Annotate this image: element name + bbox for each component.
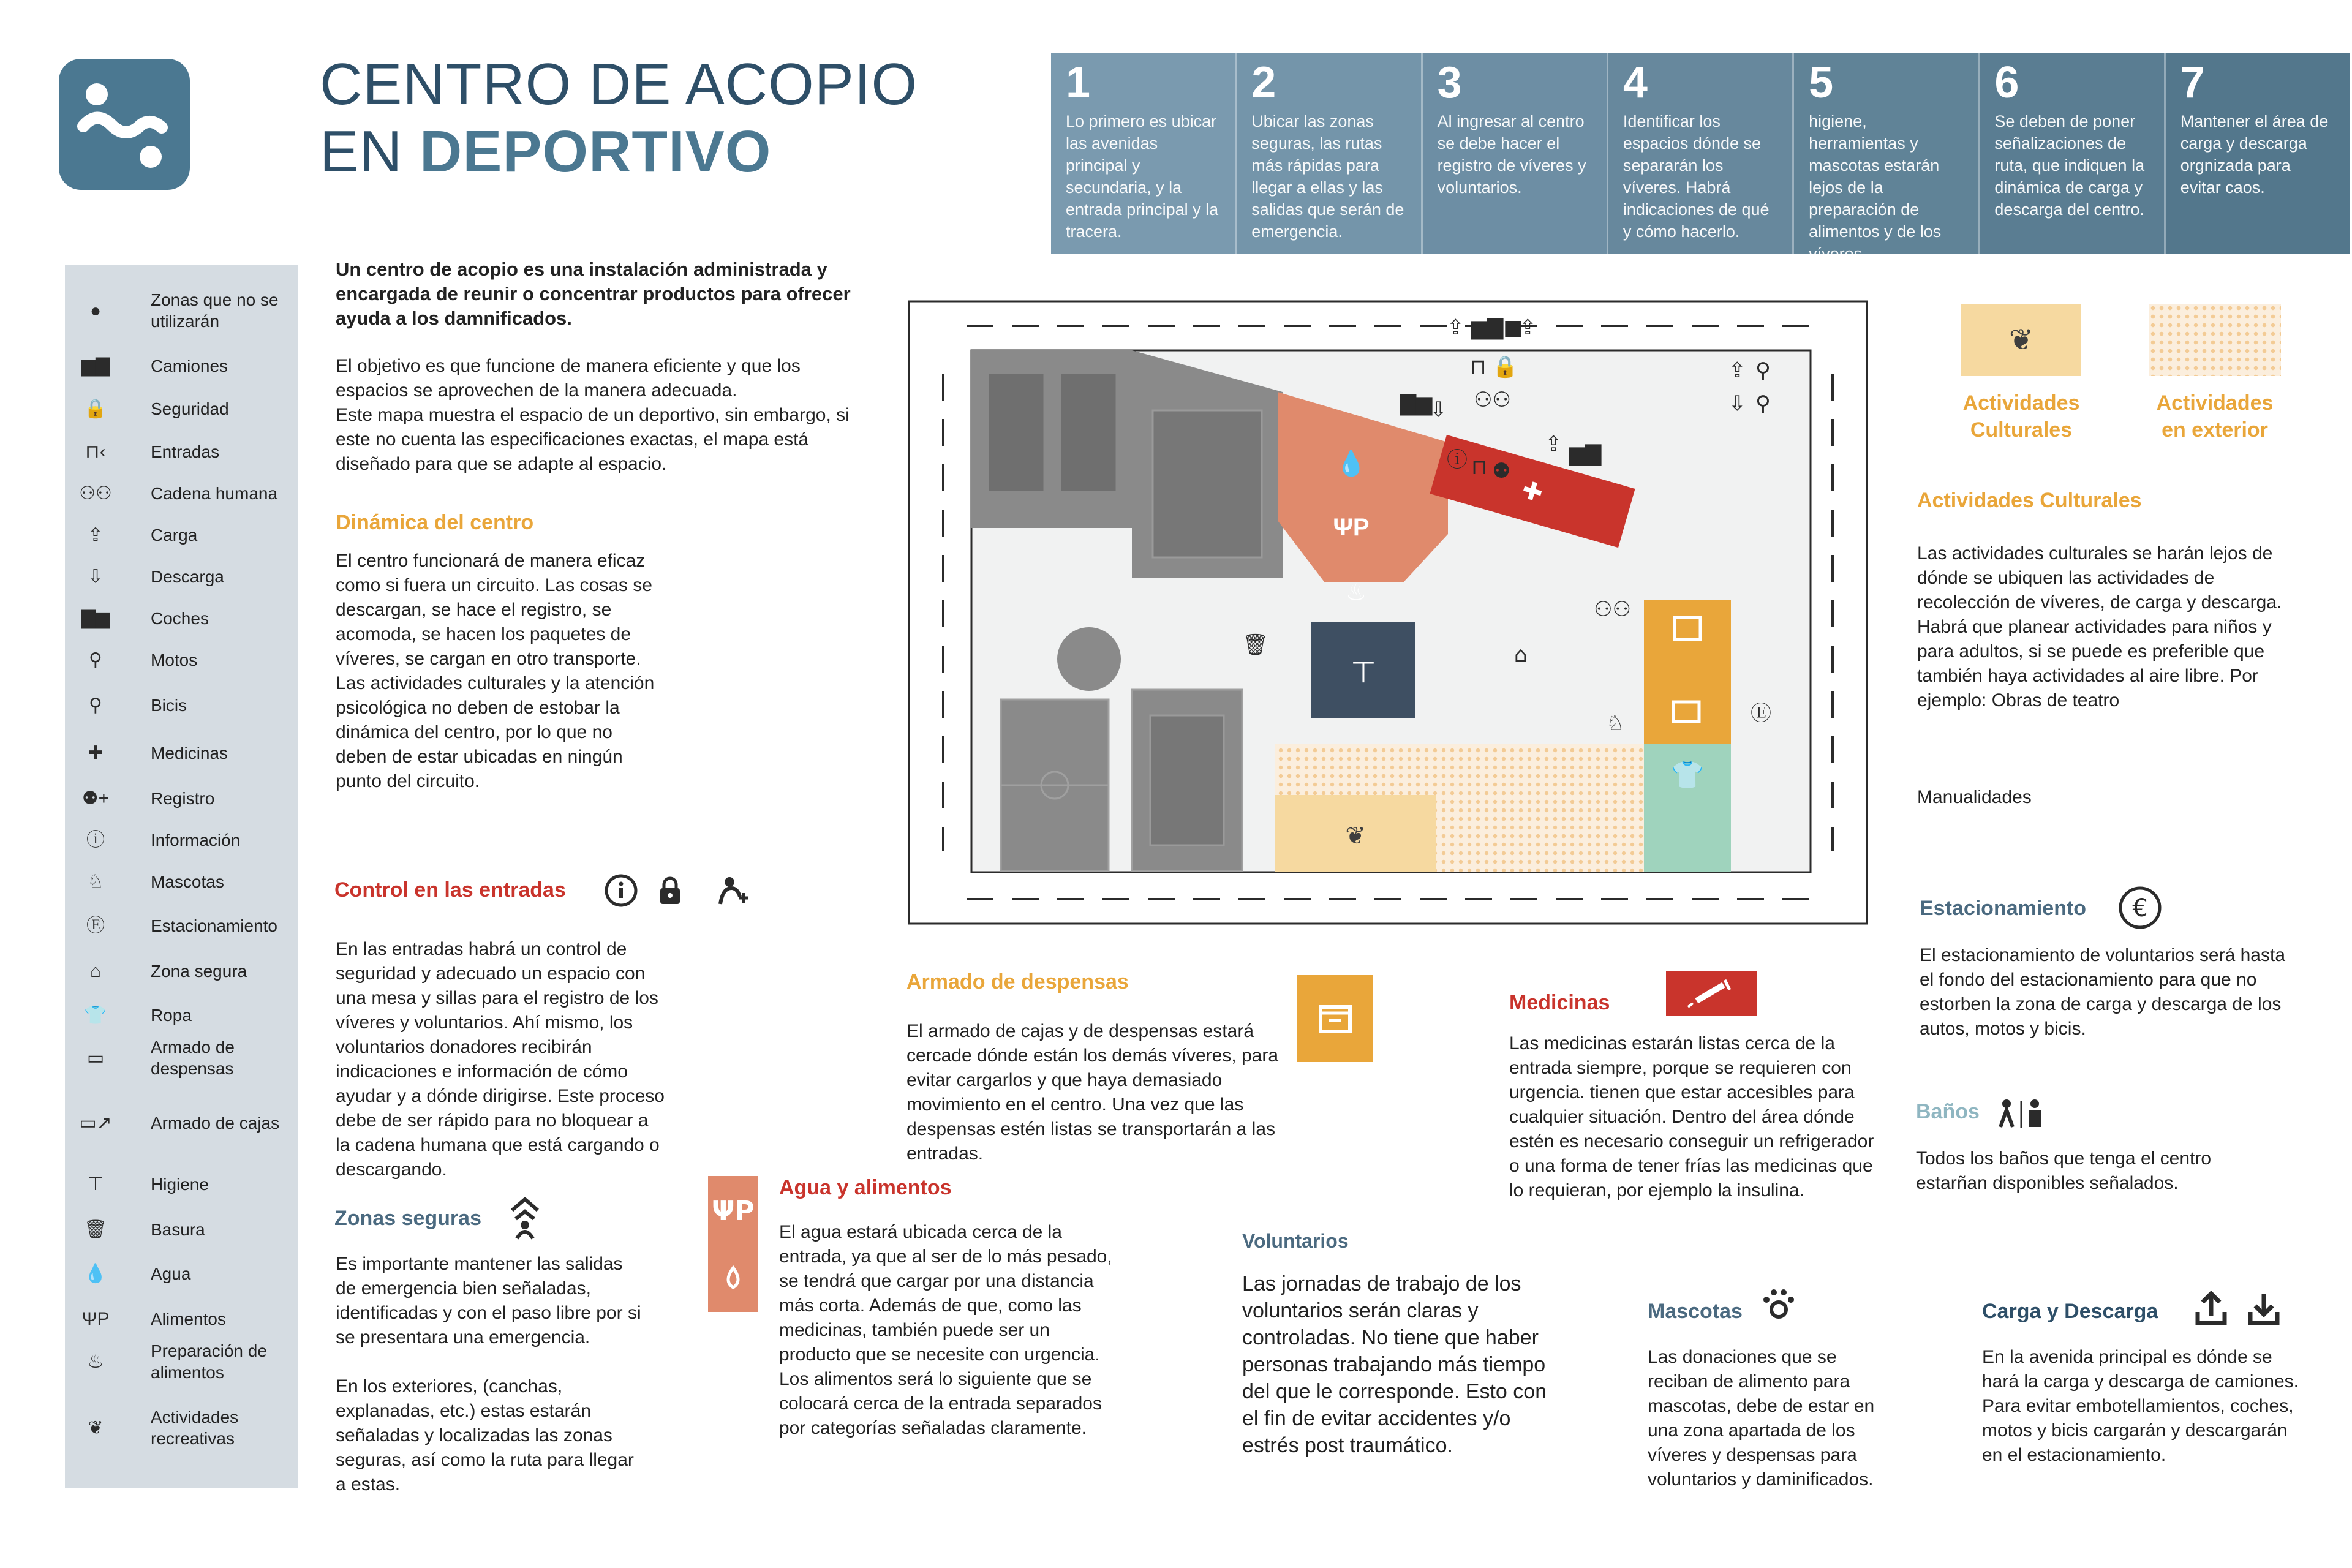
agua-text: El agua estará ubicada cerca de la entrada, ya que al ser de lo más pesado, se tendrá que cargar por una distancia más corta. Además de que, como las medicinas, también puede ser un producto que se necesite con urgencia. Los alimentos será lo siguiente que se colocará cerca de la entrada separados por categorías señaladas claramente. [779, 1222, 1112, 1438]
car-icon: ▆▇ [1569, 442, 1602, 466]
shirt-icon: 👕 [84, 1005, 107, 1025]
control-text: En las entradas habrá un control de seguridad y adecuado un espacio con una mesa y sillas para el registro de los víveres y voluntarios. Ahí mismo, los voluntarios donadores recibirán indicaciones e información de cómo ayudar y a dónde dirigirse. Este proceso debe de ser rápido para no bloquear a la cadena humana que está cargando o descargando. [336, 939, 665, 1180]
upload-icon: ⇪ [1447, 315, 1464, 340]
mascotas-title: Mascotas [1648, 1300, 1743, 1323]
legend-label: Armado de despensas [151, 1038, 235, 1078]
step-text: Identificar los espacios dónde se separarán los víveres. Habrá indicaciones de qué y cómo hacerlo. [1623, 112, 1770, 241]
legend-label: Basura [151, 1220, 205, 1239]
zonas-p2: En los exteriores, (canchas, explanadas, etc.) estas estarán señaladas y localizadas las zonas seguras, así como la ruta para llegar a estas. [336, 1376, 634, 1494]
upload-icon: ⇪ [88, 525, 104, 545]
upload-icon: ⇪ [1545, 432, 1562, 456]
legend-label: Motos [151, 650, 198, 669]
legend-label: Actividades recreativas [151, 1408, 239, 1448]
download-icon: ⇩ [88, 567, 104, 587]
steam-pot-icon: ♨ [1345, 580, 1367, 606]
zonas-title: Zonas seguras [334, 1207, 481, 1230]
legend-item [65, 434, 298, 470]
legend-item [65, 953, 298, 990]
food-water-badge [708, 1176, 758, 1312]
legend-item [65, 687, 298, 724]
legend-item [65, 391, 298, 428]
faucet-icon: ⊤ [1351, 657, 1376, 689]
motorcycle-icon: ⚲ [1755, 391, 1771, 416]
voluntarios-title: Voluntarios [1242, 1230, 1349, 1252]
truck-icon: ▆▇■ [1471, 315, 1523, 340]
agua-title: Agua y alimentos [779, 1176, 952, 1199]
voluntarios-text: Las jornadas de trabajo de los voluntarios serán claras y controladas. No tiene que haber personas trabajando más tiempo del que le corresponde. Esto con el fin de evitar accidentes y/o estrés post traumático. [1242, 1272, 1547, 1457]
step-text: Ubicar las zonas seguras, las rutas más rápidas para llegar a ellas y las salidas que serán de emergencia. [1251, 112, 1404, 241]
step-text: Lo primero es ubicar las avenidas principal y secundaria, y la entrada principal y la tracera. [1066, 112, 1219, 241]
legend-label: Estacionamiento [151, 916, 278, 935]
box-icon: ▭ [86, 1048, 105, 1068]
svg-text:€: € [2132, 894, 2148, 922]
legend-item [65, 642, 298, 679]
legend-label: Seguridad [151, 399, 229, 418]
title-prefix: EN [320, 119, 420, 184]
drop-icon: 💧 [1336, 450, 1366, 477]
carga-text: En la avenida principal es dónde se hará la carga y descarga de camiones. Para evitar embotellamientos, coches, motos y bicis cargarán y descargarán en el estacionamiento. [1982, 1347, 2299, 1465]
trash-icon: 🗑 [1242, 633, 1269, 657]
banos-title: Baños [1916, 1100, 1980, 1123]
lock-icon: 🔒 [1492, 355, 1518, 379]
legend-item [65, 517, 298, 554]
bicycle-icon: ⚲ [1755, 358, 1771, 383]
fork-knife-icon: ΨP [1333, 514, 1370, 541]
legend-label: Agua [151, 1264, 191, 1283]
step-number: 3 [1437, 58, 1462, 107]
carga-title: Carga y Descarga [1982, 1300, 2158, 1323]
step-3 [1423, 53, 1608, 254]
dinamica-text: El centro funcionará de manera eficaz como si fuera un circuito. Las cosas se descargan, se hace el registro, se acomoda, se hacen los paquetes de víveres, se cargan en otro transporte. Las actividades culturales y la atención psicológica no deben de estobar la dinámica del centro, por lo que no deben de estar ubicadas en ningún punto del circuito. [336, 551, 655, 791]
intro-bold: Un centro de acopio es una instalación administrada y encargada de reunir o concentrar productos para ofrecer ayuda a los damnificados. [336, 258, 851, 329]
step-1 [1051, 53, 1237, 254]
pet-icon: ♘ [87, 872, 104, 892]
bicycle-icon: ⚲ [89, 695, 102, 715]
step-number: 6 [1994, 58, 2019, 107]
upload-icon: ⇪ [1519, 315, 1537, 340]
legend-label: Carga [151, 526, 198, 545]
fork-knife-icon: ΨP [81, 1309, 110, 1329]
intro-p2: Este mapa muestra el espacio de un deportivo, sin embargo, si este no cuenta las especificaciones exactas, el mapa está diseñado para que se adapte al espacio. [336, 405, 850, 474]
step-number: 4 [1623, 58, 1648, 107]
legend-item [65, 1212, 298, 1248]
info-icon: ⓘ [86, 830, 105, 850]
legend-item [65, 997, 298, 1034]
legend-label: Descarga [151, 567, 224, 586]
door-icon: ⊓‹ [85, 442, 106, 462]
steps-bar [1051, 53, 2350, 263]
human-chain-icon: ⚇⚇ [1594, 597, 1631, 622]
step-text: Se deben de poner señalizaciones de ruta, que indiquen la dinámica de carga y descarga del centro. [1994, 112, 2145, 219]
parking-icon: Ⓔ [1751, 701, 1771, 726]
act-text: Las actividades culturales se harán lejos de dónde se ubiquen las actividades de recolección de víveres, de carga y descarga. Habrá que planear actividades para niños y para adultos, si se puede es preferible que también haya actividades al aire libre. Por ejemplo: Obras de teatro [1917, 543, 2282, 710]
legend-item [65, 600, 298, 637]
mascotas-text: Las donaciones que se reciban de alimento para mascotas, debe de estar en una zona apartada de los víveres y despensas para voluntarios y daminificados. [1648, 1347, 1875, 1490]
legend-item [65, 735, 298, 772]
box-icon [1297, 975, 1373, 1062]
page-title-line-1: CENTRO DE ACOPIO [320, 51, 918, 117]
syringe-icon [1666, 971, 1757, 1016]
restroom-icon [1997, 1099, 2046, 1129]
safe-zone-icon [508, 1197, 541, 1240]
act-cult-label: Actividades Culturales [1962, 391, 2080, 442]
legend-label: Registro [151, 789, 215, 808]
leaf-icon: ❦ [88, 1418, 104, 1438]
syringe-icon: ✚ [88, 743, 104, 763]
legend-item [65, 559, 298, 595]
legend-item [65, 475, 298, 512]
legend-label: Zona segura [151, 962, 247, 981]
title-bold: DEPORTIVO [420, 119, 772, 184]
medicinas-text: Las medicinas estarán listas cerca de la entrada siempre, porque se requieren con urgencia. tienen que estar accesibles para cualquier situación. Dentro del área dónde estén es necesario conseguir un refrigerador o una forma de tener frías las medicinas que lo requieran, por ejemplo la insulina. [1509, 1033, 1874, 1200]
info-icon: ⓘ [1447, 448, 1468, 472]
door-icon: ⊓ [1471, 455, 1488, 480]
box-arrow-icon: ▭↗ [79, 1113, 112, 1133]
logo [59, 59, 190, 190]
banos-text: Todos los baños que tenga el centro estarñan disponibles señalados. [1916, 1148, 2212, 1193]
step-7 [2166, 53, 2350, 254]
legend-item [65, 864, 298, 900]
parking-icon [2118, 886, 2162, 930]
load-unload-icons [2194, 1289, 2286, 1329]
unused-zone-circle [1057, 627, 1121, 691]
drop-icon: 💧 [84, 1264, 107, 1284]
legend-item [65, 908, 298, 944]
svg-text:✚: ✚ [1518, 476, 1546, 508]
step-text: Al ingresar al centro se debe hacer el registro de víveres y voluntarios. [1437, 112, 1586, 197]
human-chain-icon: ⚇⚇ [79, 483, 112, 503]
legend-item [65, 348, 298, 385]
legend-item [65, 1105, 298, 1142]
paw-icon [1760, 1287, 1797, 1322]
register-icon: ⚉ [1492, 459, 1511, 483]
download-icon [2250, 1294, 2277, 1323]
legend-item [65, 1166, 298, 1203]
leaf-icon: ❦ [2008, 324, 2034, 356]
legend-label: Zonas que no se utilizarán [151, 290, 279, 331]
legend-label: Coches [151, 609, 209, 628]
legend-label: Higiene [151, 1175, 209, 1194]
step-text: Mantener el área de carga y descarga orgnizada para evitar caos. [2180, 112, 2329, 197]
control-title: Control en las entradas [334, 878, 566, 902]
est-title: Estacionamiento [1920, 897, 2087, 920]
legend-panel [65, 265, 298, 1488]
truck-icon: ▆▇ [81, 356, 110, 376]
legend-label: Ropa [151, 1006, 192, 1025]
legend-label: Armado de cajas [151, 1114, 280, 1133]
legend-label: Camiones [151, 356, 228, 375]
legend-label: Preparación de alimentos [151, 1341, 267, 1382]
parking-icon: Ⓔ [86, 916, 105, 936]
step-6 [1980, 53, 2165, 254]
legend-label: Medicinas [151, 744, 228, 763]
register-icon [720, 877, 748, 904]
legend-item [65, 1301, 298, 1338]
info-icon [606, 876, 636, 905]
register-icon: ⚉+ [81, 788, 110, 809]
act-cult-swatch [1961, 304, 2081, 376]
legend-item [65, 1410, 298, 1447]
legend-item [65, 1341, 298, 1382]
act-ext-swatch [2149, 304, 2281, 376]
legend-item [65, 1040, 298, 1077]
human-chain-icon: ⚇⚇ [1474, 388, 1511, 412]
download-icon: ⇩ [1430, 398, 1447, 422]
control-icons [604, 872, 769, 909]
safe-zone-icon: ⌂ [89, 961, 102, 981]
dot-icon: ● [89, 301, 102, 321]
step-number: 1 [1066, 58, 1091, 107]
intro-p1: El objetivo es que funcione de manera eficiente y que los espacios se aprovechen de la manera adecuada. [336, 356, 801, 401]
medicinas-title: Medicinas [1509, 991, 1610, 1014]
act-text-2: Manualidades [1917, 787, 2032, 807]
step-number: 5 [1809, 58, 1834, 107]
trash-icon: 🗑 [83, 1219, 108, 1240]
upload-icon: ⇪ [1728, 358, 1746, 383]
svg-text:ΨP: ΨP [712, 1196, 755, 1227]
site-map [908, 300, 1868, 925]
step-4 [1608, 53, 1794, 254]
pet-icon: ♘ [1606, 711, 1625, 736]
step-number: 2 [1251, 58, 1276, 107]
car-icon: ▇▆ [81, 608, 110, 628]
door-icon: ⊓ [1470, 355, 1487, 379]
motorcycle-icon: ⚲ [89, 650, 102, 670]
safe-zone-icon: ⌂ [1514, 643, 1528, 667]
faucet-icon: ⊤ [87, 1174, 104, 1194]
despensas-title: Armado de despensas [907, 970, 1129, 993]
legend-label: Entradas [151, 442, 220, 461]
est-text: El estacionamiento de voluntarios será hasta el fondo del estacionamiento para que no estorben la zona de carga y descarga de los autos, motos y bicis. [1920, 945, 2286, 1039]
legend-item [65, 290, 298, 331]
legend-item [65, 780, 298, 817]
step-2 [1237, 53, 1422, 254]
step-text: higiene, herramientas y mascotas estarán lejos de la preparación de alimentos y de los víveres. [1809, 112, 1942, 263]
legend-label: Mascotas [151, 872, 224, 891]
lock-icon: 🔒 [84, 399, 107, 419]
shirt-icon: 👕 [1670, 760, 1705, 790]
legend-label: Alimentos [151, 1310, 226, 1329]
legend-label: Bicis [151, 696, 187, 715]
legend-item [65, 1256, 298, 1292]
upload-icon [2198, 1294, 2225, 1323]
step-5 [1794, 53, 1980, 263]
legend-item [65, 822, 298, 859]
lock-icon [660, 878, 680, 904]
page-title-line-2 [320, 119, 771, 185]
zonas-p1: Es importante mantener las salidas de emergencia bien señaladas, identificadas y con el paso libre por si se presentara una emergencia. [336, 1254, 641, 1348]
act-title: Actividades Culturales [1917, 489, 2142, 512]
car-icon: ▇▆ [1400, 391, 1433, 416]
legend-label: Cadena humana [151, 484, 278, 503]
dinamica-title: Dinámica del centro [336, 511, 534, 534]
act-ext-label: Actividades en exterior [2156, 391, 2274, 442]
download-icon: ⇩ [1728, 391, 1746, 416]
steam-pot-icon: ♨ [87, 1352, 104, 1372]
leaf-icon: ❦ [1345, 823, 1366, 850]
legend-label: Información [151, 831, 241, 850]
step-number: 7 [2180, 58, 2205, 107]
despensas-text: El armado de cajas y de despensas estará cercade dónde están los demás víveres, para evitar cargarlos y que haya demasiado movimiento en el centro. Una vez que las despensas estén listas se transportarán a las entradas. [907, 1021, 1279, 1164]
